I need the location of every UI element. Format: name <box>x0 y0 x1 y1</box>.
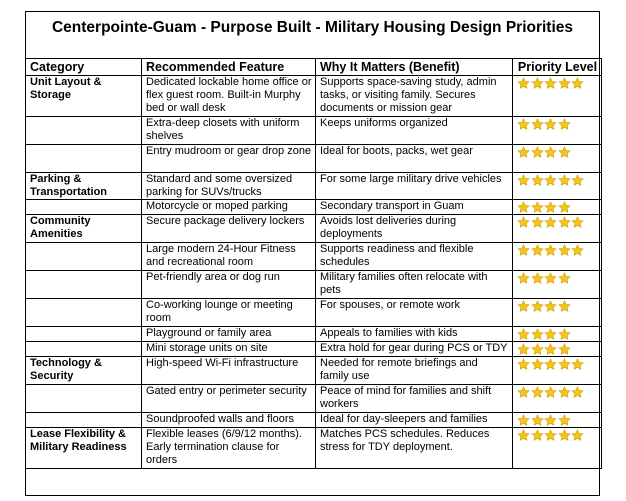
star-icon <box>531 201 544 214</box>
star-icon <box>544 146 557 159</box>
star-icon <box>517 118 530 131</box>
star-icon <box>544 201 557 214</box>
table-row <box>26 327 602 342</box>
feature-cell: Large modern 24-Hour Fitness and recreational room <box>142 243 316 271</box>
star-icon <box>558 201 571 214</box>
star-icon <box>544 386 557 399</box>
feature-cell: Dedicated lockable home office or flex guest room. Built-in Murphy bed or wall desk <box>142 76 316 117</box>
star-icon <box>558 174 571 187</box>
priority-stars <box>513 145 602 173</box>
table-row <box>26 200 602 215</box>
star-icon <box>531 328 544 341</box>
star-icon <box>517 386 530 399</box>
feature-cell: Mini storage units on site <box>142 342 316 357</box>
priority-stars <box>513 173 602 200</box>
feature-cell: Pet-friendly area or dog run <box>142 271 316 299</box>
priority-stars <box>513 299 602 327</box>
star-icon <box>571 358 584 371</box>
star-icon <box>544 358 557 371</box>
benefit-cell: Appeals to families with kids <box>316 327 513 342</box>
header-category: Category <box>26 59 142 76</box>
star-icon <box>571 386 584 399</box>
star-icon <box>517 146 530 159</box>
feature-cell: Co-working lounge or meeting room <box>142 299 316 327</box>
star-icon <box>517 414 530 427</box>
feature-cell: Playground or family area <box>142 327 316 342</box>
category-cell <box>26 271 142 299</box>
priority-stars <box>513 215 602 243</box>
star-icon <box>571 174 584 187</box>
star-icon <box>558 272 571 285</box>
feature-cell: Secure package delivery lockers <box>142 215 316 243</box>
benefit-cell: For some large military drive vehicles <box>316 173 513 200</box>
table-row <box>26 357 602 385</box>
table-header-row <box>26 59 602 76</box>
star-icon <box>558 300 571 313</box>
benefit-cell: Supports space-saving study, admin tasks, or visiting family. Secures documents or mission gear <box>316 76 513 117</box>
star-icon <box>517 429 530 442</box>
star-icon <box>558 216 571 229</box>
feature-cell: Extra-deep closets with uniform shelves <box>142 117 316 145</box>
star-icon <box>544 343 557 356</box>
star-icon <box>517 300 530 313</box>
page-title: Centerpointe-Guam - Purpose Built - Military Housing Design Priorities <box>51 19 574 36</box>
category-cell: Unit Layout & Storage <box>26 76 142 117</box>
benefit-cell: Keeps uniforms organized <box>316 117 513 145</box>
table-row <box>26 428 602 469</box>
category-cell: Community Amenities <box>26 215 142 243</box>
star-icon <box>531 414 544 427</box>
star-icon <box>531 300 544 313</box>
table-row <box>26 413 602 428</box>
star-icon <box>558 118 571 131</box>
star-icon <box>531 358 544 371</box>
star-icon <box>558 386 571 399</box>
star-icon <box>531 146 544 159</box>
star-icon <box>558 414 571 427</box>
star-icon <box>517 244 530 257</box>
table-row <box>26 385 602 413</box>
benefit-cell: Ideal for day-sleepers and families <box>316 413 513 428</box>
table-row <box>26 299 602 327</box>
benefit-cell: Extra hold for gear during PCS or TDY <box>316 342 513 357</box>
category-cell: Lease Flexibility & Military Readiness <box>26 428 142 469</box>
priority-stars <box>513 76 602 117</box>
star-icon <box>517 216 530 229</box>
header-why-it-matters: Why It Matters (Benefit) <box>316 59 513 76</box>
star-icon <box>531 272 544 285</box>
star-icon <box>531 174 544 187</box>
star-icon <box>544 216 557 229</box>
feature-cell: Entry mudroom or gear drop zone <box>142 145 316 173</box>
table-row <box>26 76 602 117</box>
table-row <box>26 145 602 173</box>
star-icon <box>517 358 530 371</box>
feature-cell: Standard and some oversized parking for SUVs/trucks <box>142 173 316 200</box>
priorities-table <box>25 58 602 469</box>
star-icon <box>517 343 530 356</box>
star-icon <box>531 386 544 399</box>
category-cell <box>26 413 142 428</box>
star-icon <box>558 77 571 90</box>
priority-stars <box>513 327 602 342</box>
feature-cell: Flexible leases (6/9/12 months). Early termination clause for orders <box>142 428 316 469</box>
category-cell <box>26 327 142 342</box>
table-row <box>26 271 602 299</box>
star-icon <box>558 244 571 257</box>
header-recommended-feature: Recommended Feature <box>142 59 316 76</box>
document-frame <box>25 11 600 496</box>
star-icon <box>517 174 530 187</box>
priority-stars <box>513 428 602 469</box>
star-icon <box>531 118 544 131</box>
star-icon <box>544 429 557 442</box>
star-icon <box>571 216 584 229</box>
star-icon <box>544 118 557 131</box>
benefit-cell: For spouses, or remote work <box>316 299 513 327</box>
priority-stars <box>513 342 602 357</box>
priority-stars <box>513 243 602 271</box>
star-icon <box>531 216 544 229</box>
star-icon <box>531 244 544 257</box>
benefit-cell: Needed for remote briefings and family use <box>316 357 513 385</box>
benefit-cell: Avoids lost deliveries during deployments <box>316 215 513 243</box>
star-icon <box>517 272 530 285</box>
star-icon <box>571 429 584 442</box>
star-icon <box>558 429 571 442</box>
star-icon <box>571 77 584 90</box>
benefit-cell: Peace of mind for families and shift workers <box>316 385 513 413</box>
category-cell: Technology & Security <box>26 357 142 385</box>
category-cell <box>26 385 142 413</box>
star-icon <box>544 174 557 187</box>
table-row <box>26 117 602 145</box>
priority-stars <box>513 271 602 299</box>
star-icon <box>517 201 530 214</box>
priority-stars <box>513 357 602 385</box>
table-row <box>26 243 602 271</box>
star-icon <box>531 343 544 356</box>
star-icon <box>544 414 557 427</box>
star-icon <box>517 77 530 90</box>
priority-stars <box>513 117 602 145</box>
benefit-cell: Matches PCS schedules. Reduces stress for TDY deployment. <box>316 428 513 469</box>
feature-cell: Gated entry or perimeter security <box>142 385 316 413</box>
category-cell: Parking & Transportation <box>26 173 142 200</box>
table-row <box>26 215 602 243</box>
star-icon <box>544 300 557 313</box>
star-icon <box>531 429 544 442</box>
star-icon <box>571 244 584 257</box>
feature-cell: Soundproofed walls and floors <box>142 413 316 428</box>
category-cell <box>26 117 142 145</box>
star-icon <box>558 358 571 371</box>
category-cell <box>26 299 142 327</box>
benefit-cell: Secondary transport in Guam <box>316 200 513 215</box>
benefit-cell: Military families often relocate with pets <box>316 271 513 299</box>
priority-stars <box>513 413 602 428</box>
star-icon <box>544 244 557 257</box>
star-icon <box>558 146 571 159</box>
header-priority-level: Priority Level <box>513 59 602 76</box>
priority-stars <box>513 200 602 215</box>
priority-stars <box>513 385 602 413</box>
benefit-cell: Ideal for boots, packs, wet gear <box>316 145 513 173</box>
star-icon <box>558 328 571 341</box>
star-icon <box>544 272 557 285</box>
star-icon <box>558 343 571 356</box>
star-icon <box>544 328 557 341</box>
table-row <box>26 342 602 357</box>
benefit-cell: Supports readiness and flexible schedules <box>316 243 513 271</box>
star-icon <box>544 77 557 90</box>
table-row <box>26 173 602 200</box>
feature-cell: High-speed Wi-Fi infrastructure <box>142 357 316 385</box>
feature-cell: Motorcycle or moped parking <box>142 200 316 215</box>
category-cell <box>26 243 142 271</box>
star-icon <box>531 77 544 90</box>
star-icon <box>517 328 530 341</box>
category-cell <box>26 200 142 215</box>
category-cell <box>26 342 142 357</box>
category-cell <box>26 145 142 173</box>
